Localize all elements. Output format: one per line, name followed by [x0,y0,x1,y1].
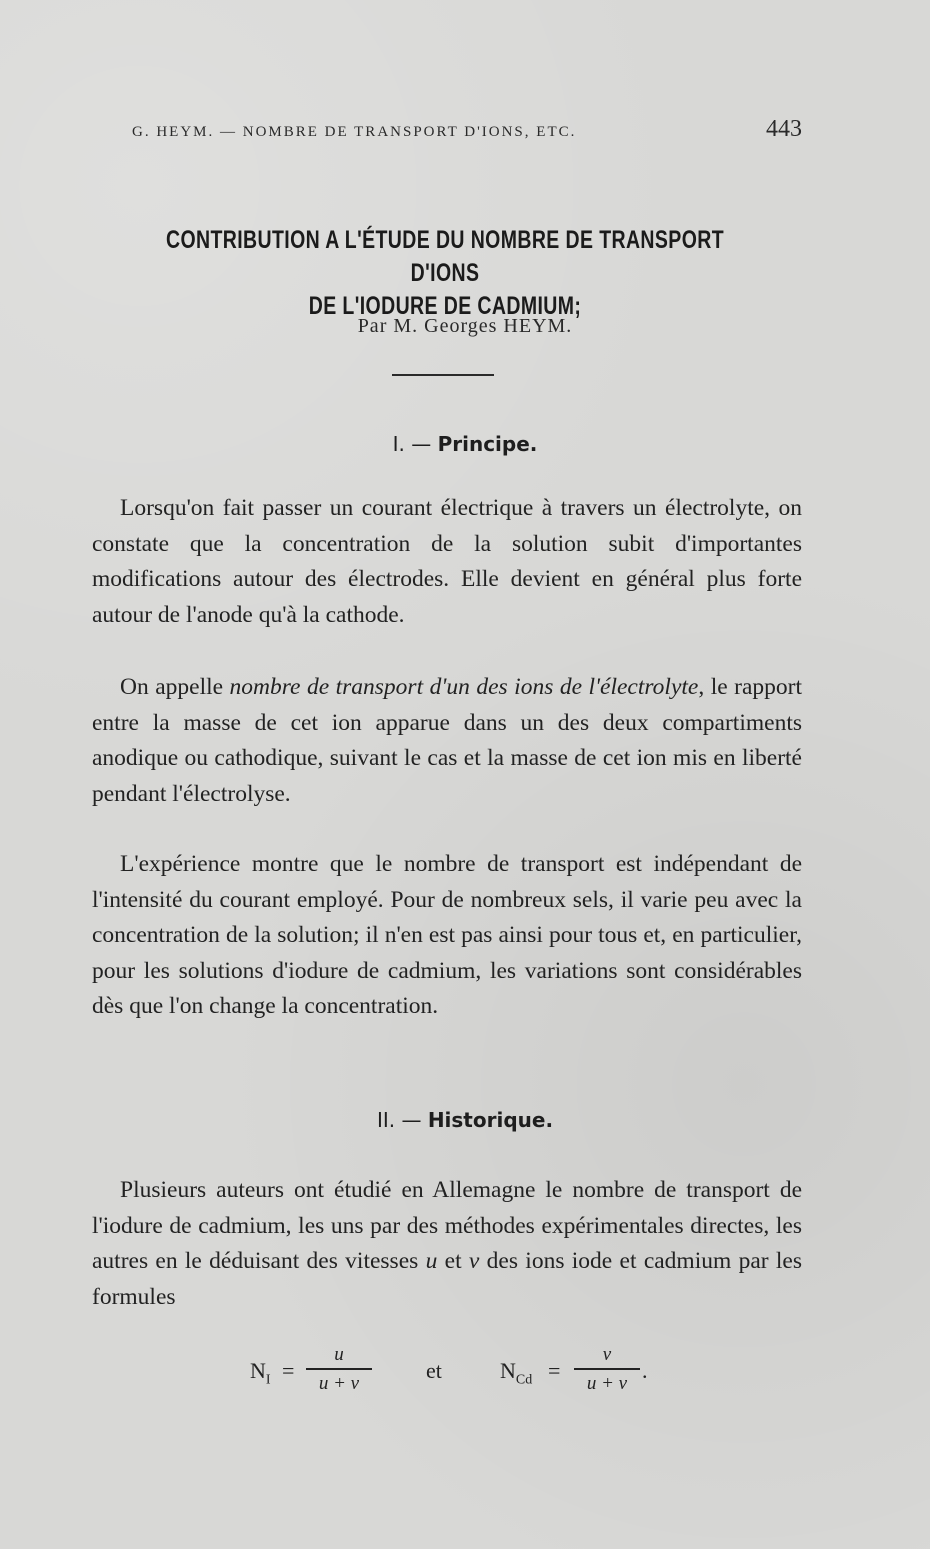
formula-lhs-iodine [250,1358,271,1388]
section-name: Principe. [437,432,538,456]
page-number: 443 [766,116,802,142]
formula-equals-2: = [548,1358,561,1383]
section-heading-historique [0,1108,930,1132]
paragraph-4-part-b: et [437,1248,469,1275]
running-head [132,116,802,146]
paragraph-4-part-a: Plusieurs auteurs ont étudié en Allemagne le nombre de transport de l'iodure de cadmium, les uns par des méthodes expérimentales directes, les autres en le déduisant des vitesses [92,1177,802,1275]
fraction-1-denominator: u + v [318,1372,360,1394]
section-number: I. — [392,432,432,456]
title-rule [392,374,494,376]
fraction-2-numerator: v [602,1344,612,1365]
paragraph-4-part-c: des ions iode et cadmium par les formules [92,1248,802,1310]
fraction-1-bar [306,1368,372,1370]
section-heading-principe [0,432,930,456]
running-head-text: G. HEYM. — NOMBRE DE TRANSPORT D'IONS, ETC. [132,124,577,140]
formula-fraction-2 [574,1344,640,1395]
paragraph-2-start: On appelle [120,674,230,700]
fraction-1-numerator: u [334,1344,344,1365]
fraction-2-bar [574,1368,640,1370]
paragraph-3: L'expérience montre que le nombre de transport est indépendant de l'intensité du courant employé. Pour de nombreux sels, il varie peu avec la concentration de la solution; il n'en est pas ainsi pour tous et, en particulier, pour les solutions d'iodure de cadmium, les variations sont considérables dès que l'on change la concentration. [92,851,802,1020]
title-line-2: DE L'IODURE DE CADMIUM; [308,292,582,320]
formula-subscript-i: I [265,1372,271,1388]
formula-equals-1: = [282,1358,295,1383]
section-name: Historique. [427,1108,554,1132]
section-number: II. — [376,1108,422,1132]
formula-symbol-n: N [250,1358,266,1383]
paragraph-2-end: , le rapport entre la masse de cet ion apparue dans un des deux compartiments anodique ou cathodique, suivant le cas et la masse de cet ion mis en liberté pendant l'électrolyse. [92,674,803,807]
title-line-1: CONTRIBUTION A L'ÉTUDE DU NOMBRE DE TRANSPORT D'IONS [165,226,725,287]
formula-lhs-cadmium [500,1358,532,1388]
variable-v: v [468,1248,480,1275]
paragraph-2-term: nombre de transport d'un des ions de l'électrolyte [229,674,699,700]
formula-period: . [642,1358,648,1383]
formula-fraction-1 [306,1344,372,1395]
paragraph-1: Lorsqu'on fait passer un courant électrique à travers un électrolyte, on constate que la concentration de la solution subit d'importantes modifications autour des électrodes. Elle devient en général plus forte autour de l'anode qu'à la cathode. [92,495,802,628]
fraction-2-denominator: u + v [586,1372,628,1394]
variable-u: u [425,1248,438,1275]
transport-number-formula [250,1344,670,1404]
formula-conjunction: et [426,1358,442,1383]
formula-symbol-n: N [500,1358,516,1383]
formula-subscript-cd: Cd [515,1372,533,1388]
author-line: Par M. Georges HEYM. [357,315,573,337]
article-title [165,224,725,323]
paragraph-2 [92,670,802,812]
paragraph-4 [92,1173,802,1315]
